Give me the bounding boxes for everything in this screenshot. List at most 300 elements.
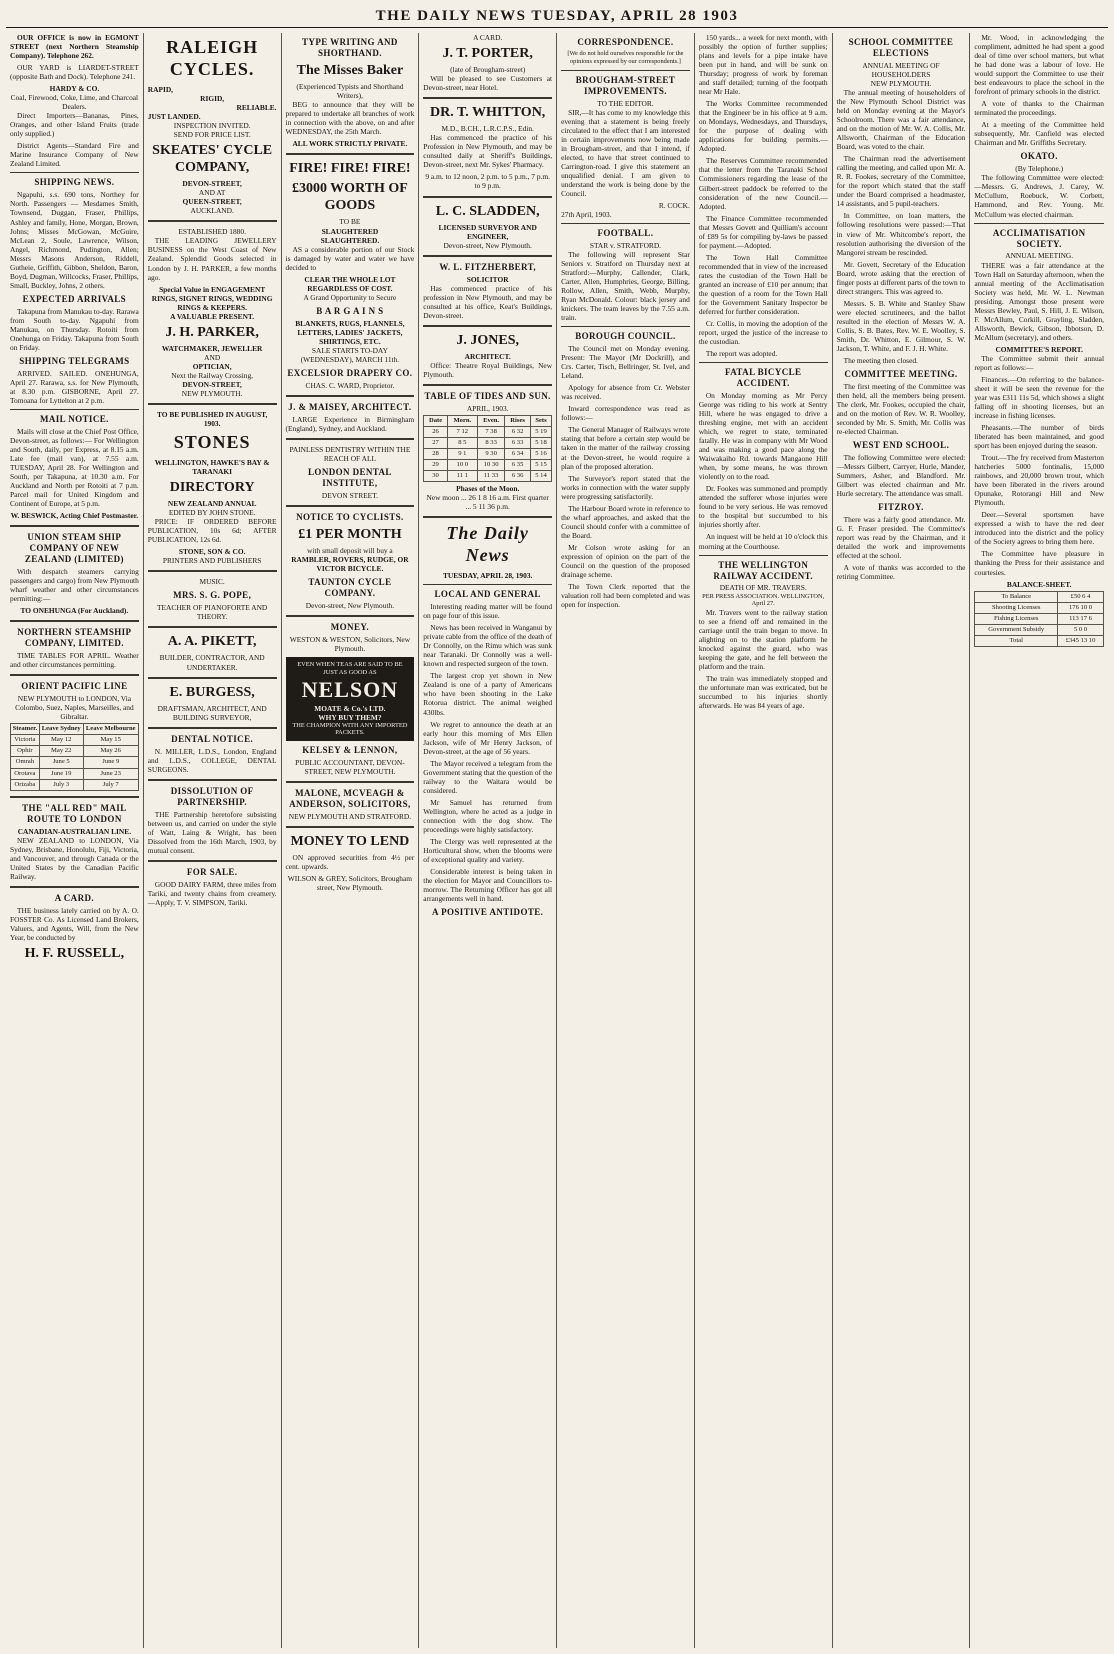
fitzroy-heading: FITZROY. [878, 502, 924, 513]
porter-sub: (late of Brougham-street) [450, 65, 526, 75]
moon-text: New moon ... 26 1 8 16 a.m. First quarter ... 5 11 36 p.m. [426, 493, 549, 512]
westend-text: The following Committee were elected:—Messrs Gilbert, Carryer, Hurle, Mander, Summers, Asher, and Blandford. Mr. Gilbert was elected chairman and Mr. Hurle secretary. The attendance was small. [836, 453, 966, 499]
burgess-trade: DRAFTSMAN, ARCHITECT, AND BUILDING SURVEYOR, [157, 703, 267, 722]
orient-header-cell: Steamer. [11, 724, 40, 735]
orient-row [11, 757, 139, 768]
columns [6, 33, 1108, 1648]
tides-cell: 30 [424, 471, 447, 482]
divider [286, 153, 415, 155]
fire-sale: SALE STARTS TO-DAY (WEDNESDAY), MARCH 11th. [300, 345, 400, 364]
raleigh-rigid: RIGID, [200, 93, 225, 103]
tides-cell: 10 30 [477, 460, 504, 471]
divider [10, 674, 139, 676]
tides-cell: 9 30 [477, 449, 504, 460]
orient-cell: May 15 [83, 735, 138, 746]
divider [423, 516, 552, 518]
column-4 [419, 33, 557, 1648]
tides-header-cell: Date [424, 415, 447, 426]
school-p3: In Committee, on loan matters, the following resolutions were passed:—That in view of Mr. Whitcombe's report, the resolution authorising the diversion of the Mangorei stream be rescinded. [836, 211, 966, 257]
wood-p2: A vote of thanks to the Chairman terminated the proceedings. [974, 99, 1104, 118]
yards-text: 150 yards... a week for next month, with possibly the option of further supplies; plans and levels for a pipe intake have been put in hand, and will be sunk on Thursday; progress of work by foreman and staff detailed; turning of the footpath near Mr Hale. [698, 33, 828, 97]
dental-heading: DENTAL NOTICE. [171, 733, 254, 744]
money-lend-text: ON approved securities from 4½ per cent. upwards. [285, 853, 415, 872]
acclimatisation-text: THERE was a fair attendance at the Town Hall on Saturday afternoon, when the annual meeting of the Acclimatisation Society was held, Mr. W. L. Newman presiding. Amongst those present were Messrs Bewley, Paul, S. Hill, J. E. Wilson, F. McAllum, Corkill, Grayling, Sladden, Allsworth, Bewick, Gibson, Ibbotson, D. McAllum (secretary), and others. [974, 260, 1104, 342]
daily-news-title: The Daily News [446, 523, 529, 566]
divider [148, 403, 277, 405]
orient-cell: June 19 [39, 768, 83, 779]
local-p6: Mr Samuel has returned from Wellington, where he acted as a judge in connection with the dog show. The proceedings were highly satisfactory. [423, 797, 553, 834]
sladden-trade: LICENSED SURVEYOR AND ENGINEER, [438, 222, 537, 241]
tides-row [424, 427, 552, 438]
works-p5: Cr. Collis, in moving the adoption of the report, urged the justice of the increase to the custodian. [698, 318, 828, 346]
balance-cell: Shooting Licenses [975, 602, 1058, 613]
correspondence-heading: CORRESPONDENCE. [577, 37, 674, 47]
whitton-text: Has commenced the practice of his Profession in New Plymouth, and may be consulted daily at Sheriff's Buildings, Devon-street, next Mr. Sykes' Pharmacy. [423, 133, 553, 170]
works-p1: The Works Committee recommended that the Engineer be in his office at 9 a.m. on Mondays, Wednesdays, and Thursdays, for the purpose of dealing with applications for building permits.—Adopted. [698, 99, 828, 154]
skeates-addr1: DEVON-STREET, [182, 179, 242, 189]
union-heading: UNION STEAM SHIP COMPANY OF NEW ZEALAND (LIMITED) [24, 532, 124, 565]
correspondence-date: 27th April, 1903. [561, 209, 612, 219]
tides-header-cell: Even. [477, 415, 504, 426]
fire-slaughtered-2: SLAUGHTERED. [320, 235, 380, 245]
divider [699, 555, 828, 556]
stones-price: PRICE: IF ORDERED BEFORE PUBLICATION, 10s 6d; AFTER PUBLICATION, 12s 6d. [147, 517, 277, 545]
shipping-text: Ngapuhi, s.s. 690 tons, Northey for North. Passengers — Mesdames Smith, Townsend, Duggan, Fraser, Phillips, Ashley and family, Hone, Morgan, Brown, Johns; Misses McGowan, McGuire, McLean 2, Soule, Lawrence, Wilson, Angel, Richmond, Pudington, Allen; Messrs Masons Anderson, Riddell, Gutheie, Griffith, Gibbon, Sheldon, Baron, Boyd, Dugman, Willcocks, Fraser, Phillips, Small, Buckley, Johns, 2 others. [10, 190, 139, 290]
fitzroy-p2: A vote of thanks was accorded to the retiring Committee. [836, 563, 966, 582]
fitzherbert-trade: SOLICITOR [466, 274, 509, 284]
tides-month: APRIL, 1903. [466, 403, 509, 413]
dental-inst: LONDON DENTAL INSTITUTE, [308, 466, 392, 488]
fitzherbert-name: W. L. FITZHERBERT, [439, 261, 537, 272]
local-p3: The largest crop yet shown in New Zealand is one of a party of Americans who have been shooting in the Lake Rotorua district. The animal weighed 430lbs. [423, 671, 553, 717]
school-p2: The Chairman read the advertisement calling the meeting, and called upon Mr. A. R. R. Fookes, secretary of the Committee, for the report which stated that the staff under the Board comprised a headmaster, 14 assistants, and 5 pupil-teachers. [836, 154, 966, 209]
divider [423, 584, 552, 585]
divider [699, 362, 828, 363]
cyclists-heading: NOTICE TO CYCLISTS. [296, 511, 404, 522]
correspondence-sign: R. COCK. [658, 200, 690, 210]
balance-row [975, 591, 1104, 602]
school-p6: The meeting then closed. [843, 355, 918, 365]
football-text: The following will represent Star Seniors v. Stratford on Thursday next at Stratford:—Murphy, Callender, Clark, Carter, Allen, Humphries, George, Billing, Rollow, Allen, Smith, Webb, Murphy, Ryan McDonald. Colour: black jersey and knickers. The team leaves by the 7.55 a.m. train. [561, 249, 690, 323]
okato-heading: OKATO. [1020, 151, 1058, 162]
jones-name: J. JONES, [456, 332, 519, 348]
report-p1: Finances.—On referring to the balance-sheet it will be seen the revenue for the year was £311 11s 5d, which shows a slight falling off in shooting licenses, but an increase in fishing licenses. [974, 374, 1104, 420]
fire-amount: £3000 WORTH OF GOODS [291, 181, 408, 214]
stones-printers: PRINTERS AND PUBLISHERS [162, 556, 262, 566]
tides-cell: 6 35 [505, 460, 531, 471]
divider [286, 438, 415, 440]
works-p3: The Finance Committee recommended that Messrs Govett and Quilliam's account of £89 5s for compiling by-laws be passed for payment.—Adopted. [698, 213, 828, 250]
orient-cell: July 3 [39, 779, 83, 790]
antidote-heading: A POSITIVE ANTIDOTE. [432, 907, 544, 918]
tides-cell: 8 5 [447, 438, 477, 449]
parker-optician: OPTICIAN, [192, 361, 232, 371]
balance-row [975, 624, 1104, 635]
tides-cell: 5 18 [530, 438, 551, 449]
column-2 [144, 33, 282, 1648]
maisey-text: LARGE Experience in Birmingham (England), Sydney, and Auckland. [285, 414, 415, 433]
established: ESTABLISHED 1880. [178, 227, 246, 237]
column-3 [282, 33, 420, 1648]
raleigh-title: RALEIGH CYCLES. [166, 37, 259, 79]
railway-heading: THE WELLINGTON RAILWAY ACCIDENT. [713, 559, 814, 581]
nelson-tea-ad [286, 657, 415, 741]
railway-sub: DEATH OF MR. TRAVERS. [719, 583, 807, 593]
stones-pub: TO BE PUBLISHED IN AUGUST, 1903. [156, 409, 268, 428]
tides-cell: 6 33 [505, 438, 531, 449]
cyclists-brands: RAMBLER, ROVERS, RUDGE, OR VICTOR BICYCLE. [291, 555, 409, 574]
borough-p7: Mr Colson wrote asking for an expression of opinion on the part of the Council on the question of the proposed drainage scheme. [561, 542, 690, 579]
committee-text: The first meeting of the Committee was then held, all the members being present. The clerk, Mr. Fookes, occupied the chair, and on the motion of Rev. W. R. Woolley, seconded by Mr. S. Smith, Mr. Collis was re-elected Chairman. [836, 381, 966, 437]
yard-notice: OUR YARD is LIARDET-STREET (opposite Bath and Dock). Telephone 241. [10, 63, 139, 82]
tides-cell: 8 33 [477, 438, 504, 449]
balance-row [975, 613, 1104, 624]
balance-cell: Fishing Licenses [975, 613, 1058, 624]
tides-cell: 7 12 [447, 427, 477, 438]
local-p7: The Clergy was well represented at the Horticultural show, when the blooms were of exceptional quality and variety. [423, 836, 553, 864]
divider [423, 384, 552, 386]
orient-cell: May 26 [83, 746, 138, 757]
school-text: The annual meeting of householders of the New Plymouth School District was held on Monday evening at the Mayor's Schoolroom. There was a fair attendance, and on the motion of Mr. W. A. Collis, Mr. Allsworth, Chairman of the Education Board, was voted to the chair. [836, 88, 966, 152]
orient-cell: Ophir [11, 746, 40, 757]
correspondence-note: [We do not hold ourselves responsible for the opinions expressed by our correspondents.] [567, 49, 684, 65]
tides-cell: 28 [424, 449, 447, 460]
orient-header-cell: Leave Melbourne [83, 724, 138, 735]
divider [423, 97, 552, 99]
moon-heading: Phases of the Moon. [456, 484, 520, 494]
divider [148, 727, 277, 729]
office-notice: OUR OFFICE is now in EGMONT STREET (next Northern Steamship Company). Telephone 262. [10, 33, 139, 61]
balance-cell: £50 6 4 [1058, 591, 1104, 602]
tides-row [424, 438, 552, 449]
fire-grand: A Grand Opportunity to Secure [303, 292, 397, 302]
tides-cell: 10 0 [447, 460, 477, 471]
pikett-trade: BUILDER, CONTRACTOR, AND UNDERTAKER. [159, 653, 265, 672]
fatal-text: On Monday morning as Mr Percy George was riding to his work at Sentry Hill, where he was engaged to drive a threshing engine, met with an accident which, we regret to state, terminated fatally. He was in company with Mr Wood and was making a good pace along the Waiwakaiho Rd. towards Mangaone Hill when, by some means, he was thrown violently on to the road. [698, 391, 828, 482]
tides-cell: 6 32 [505, 427, 531, 438]
music-head: MUSIC. [199, 577, 225, 587]
railway-assoc: PER PRESS ASSOCIATION. WELLINGTON, April 27. [702, 592, 825, 608]
mail-heading: MAIL NOTICE. [39, 413, 109, 424]
column-8 [970, 33, 1108, 1648]
tides-header-cell: Rises [505, 415, 531, 426]
divider [148, 570, 277, 572]
works-p6: The report was adopted. [705, 349, 778, 359]
fire-text: AS a considerable portion of our Stock is damaged by water and water we have decided to [285, 244, 415, 272]
shipping-heading: SHIPPING NEWS. [34, 177, 115, 188]
borough-p8: The Town Clerk reported that the valuation roll had been completed and was open for inspection. [561, 581, 690, 609]
tides-header-cell: Morn. [447, 415, 477, 426]
nelson-brand: NELSON [301, 676, 399, 702]
whitton-quals: M.D., B.CH., L.R.C.P.S., Edin. [441, 124, 534, 134]
borough-heading: BOROUGH COUNCIL. [575, 331, 676, 342]
money-lend: MONEY TO LEND [290, 834, 410, 850]
fatal-heading: FATAL BICYCLE ACCIDENT. [724, 367, 802, 389]
divider [423, 325, 552, 327]
music-text: TEACHER OF PIANOFORTE AND THEORY. [157, 603, 268, 622]
fire-bargains: B A R G A I N S [316, 305, 384, 316]
stones-sub: WELLINGTON, HAWKE'S BAY & TARANAKI [154, 457, 270, 476]
malone-name: MALONE, MCVEAGH & ANDERSON, SOLICITORS, [289, 788, 411, 810]
direct-importers: Direct Importers—Bananas, Pines, Oranges, and other Island Fruits (trade only supplied.) [10, 111, 139, 139]
divider [10, 886, 139, 888]
nelson-ask: WHY BUY THEM? [318, 712, 382, 722]
whitton-name: DR. T. WHITTON, [430, 105, 546, 121]
northern-heading: NORTHERN STEAMSHIP COMPANY, LIMITED. [17, 627, 132, 649]
divider [974, 223, 1104, 224]
parker-next: Next the Railway Crossing, [171, 370, 253, 380]
allred-sub: CANADIAN-AUSTRALIAN LINE. [17, 826, 132, 836]
fire-be: TO BE [339, 217, 361, 227]
taunton-addr: Devon-street, New Plymouth. [305, 601, 395, 611]
district-agents: District Agents—Standard Fire and Marine Insurance Company of New Zealand Limited. [10, 141, 139, 169]
sladden-addr: Devon-street, New Plymouth. [443, 240, 532, 250]
borough-p3: Inward correspondence was read as follows:— [561, 404, 690, 423]
hardy-sign: HARDY & CO. [49, 84, 100, 94]
column-1 [6, 33, 144, 1648]
tides-cell: 11 1 [447, 471, 477, 482]
works-p2: The Reserves Committee recommended that the letter from the Taranaki School Commissioners regarding the lease of the Gilbert-street paddock be referred to the consideration of the new Council.—Adopted. [698, 156, 828, 211]
card-heading: A CARD. [54, 892, 95, 903]
card-sign: H. F. RUSSELL, [24, 945, 125, 961]
jeweller-special: Special Value in ENGAGEMENT RINGS, SIGNET RINGS, WEDDING RINGS & KEEPERS. [151, 284, 273, 312]
column-6 [695, 33, 833, 1648]
money-name: WESTON & WESTON, Solicitors, New Plymouth. [289, 635, 411, 654]
expected-text: Takapuna from Manukau to-day. Rarawa from South to-day. Ngapuhi from Manukau, on Thursday. Rotoiti from Onehunga on Friday. Takapuna from South on Friday. [10, 306, 139, 352]
orient-cell: May 12 [39, 735, 83, 746]
sladden-name: L. C. SLADDEN, [435, 203, 540, 219]
divider [148, 779, 277, 781]
school-place: NEW PLYMOUTH. [870, 79, 932, 88]
baker-sub: (Experienced Typists and Shorthand Writers), [296, 82, 404, 101]
local-heading: LOCAL AND GENERAL [434, 589, 541, 600]
fire-clear: CLEAR THE WHOLE LOT REGARDLESS OF COST. [304, 274, 396, 293]
orient-cell: June 23 [83, 768, 138, 779]
school-p4: Mr. Govett, Secretary of the Education Board, wrote asking that the erection of finger posts at different parts of the town to direct strangers. This was agreed to. [836, 259, 966, 296]
report-p2: Pheasants.—The number of birds liberated has been maintained, and good sport has been enjoyed during the season. [974, 423, 1104, 451]
fitzherbert-text: Has commenced practice of his profession in New Plymouth, and may be consulted at his office, Keat's Buildings, Devon-street. [423, 283, 553, 320]
divider [286, 395, 415, 397]
orient-cell: Victoria [11, 735, 40, 746]
stones-nz: NEW ZEALAND ANNUAL [167, 499, 257, 509]
acclimatisation-sub: ANNUAL MEETING. [1005, 251, 1074, 261]
taunton-heading: TAUNTON CYCLE COMPANY. [308, 577, 392, 599]
tides-heading: TABLE OF TIDES AND SUN. [424, 390, 551, 401]
orient-row [11, 779, 139, 790]
allred-heading: THE "ALL RED" MAIL ROUTE TO LONDON [22, 802, 127, 824]
parker-and: AND [204, 352, 221, 362]
balance-row [975, 635, 1104, 646]
skeates-addr4: AUCKLAND. [190, 206, 234, 216]
dental-name: N. MILLER, L.D.S., London, England and L.D.S., COLLEGE, DENTAL SURGEONS. [147, 746, 277, 774]
balance-cell: Government Subsidy [975, 624, 1058, 635]
tides-cell: 26 [424, 427, 447, 438]
burgess-name: E. BURGESS, [169, 684, 255, 700]
excelsior-name: CHAS. C. WARD, Proprietor. [305, 380, 395, 390]
fire-heading: FIRE! FIRE! FIRE! [289, 161, 411, 177]
school-p5: Messrs. S. B. White and Stanley Shaw were elected scrutineers, and the ballot resulted in the election of Messrs W. A. Collis, S. B. Bates, Rev. W. E. Woolley, S. Smith, Dr. Whitton, E. Gilmour, S. W. Jackson, T. White, and F. J. H. White. [836, 298, 966, 353]
divider [10, 172, 139, 173]
local-p5: The Mayor received a telegram from the Government stating that the question of the railway to the Waitara would be considered. [423, 758, 553, 795]
orient-row [11, 768, 139, 779]
jones-trade: ARCHITECT. [464, 351, 511, 361]
allred-text: NEW ZEALAND to LONDON, Via Sydney, Brisbane, Honolulu, Fiji, Victoria, and Vancouver, and through Canada or the United States by the Canadian Pacific Railway. [10, 835, 139, 881]
divider [423, 255, 552, 257]
coal-dealers: Coal, Firewood, Coke, Lime, and Charcoal Dealers. [10, 93, 139, 112]
dental-inst-sub: PAINLESS DENTISTRY WITHIN THE REACH OF ALL [289, 444, 411, 463]
divider [10, 409, 139, 410]
wood-text: Mr. Wood, in acknowledging the compliment, admitted he had spent a good deal of time over school matters, but what he had done was a labour of love. He would support the Committee to use their best endeavours to place the school in the forefront of primary schools in the district. [974, 33, 1104, 97]
local-p1: Interesting reading matter will be found on page four of this issue. [423, 602, 553, 621]
divider [10, 525, 139, 527]
kelsey-name: KELSEY & LENNON, [302, 745, 398, 756]
correspondence-text: SIR,—It has come to my knowledge this evening that a statement is being freely circulated to the effect that I am interested in certain improvements now being made in Brougham-street, and that I intend, if elected, to have that street continued to Carrington-road. I give this statement an unqualified denial. I am given to understand the work is being done by the Council. [561, 107, 690, 198]
local-p4: We regret to announce the death at an early hour this morning of Mrs Ellen Jackson, wife of Mr Henry Jackson, of Devon-street, at the age of 56 years. [423, 719, 553, 756]
okato-sub: (By Telephone.) [1015, 164, 1064, 174]
porter-name: J. T. PORTER, [442, 46, 533, 62]
porter-text: Will be pleased to see Customers at Devon-street, near Hotel. [423, 74, 553, 93]
divider [286, 505, 415, 507]
orient-row [11, 746, 139, 757]
balance-cell: To Balance [975, 591, 1058, 602]
mail-sign: W. BESWICK, Acting Chief Postmaster. [10, 511, 139, 521]
wood-p3: At a meeting of the Committee held subsequently, Mr. Canfield was elected Chairman and Mr. Griffiths Secretary. [974, 120, 1104, 148]
balance-heading: BALANCE-SHEET. [1006, 579, 1072, 589]
committee-heading: COMMITTEE MEETING. [844, 368, 958, 379]
raleigh-landed: JUST LANDED. [147, 112, 201, 121]
cyclists-text: with small deposit will buy a [307, 545, 393, 555]
divider [148, 626, 277, 628]
jeweller-text: THE LEADING JEWELLERY BUSINESS on the West Coast of New Zealand. Splendid Goods selected in London by J. H. PARKER, a few months ago. [147, 236, 277, 282]
fitzroy-text: There was a fairly good attendance. Mr. G. F. Fraser presided. The Committee's report was read by the Chairman, and it detailed the work and improvements effected at the school. [836, 515, 966, 561]
orient-heading: ORIENT PACIFIC LINE [21, 681, 128, 692]
football-heading: FOOTBALL. [597, 227, 654, 238]
balance-row [975, 602, 1104, 613]
divider [286, 781, 415, 783]
tides-cell: 5 16 [530, 449, 551, 460]
orient-text: NEW PLYMOUTH to LONDON, Via Colombo, Suez, Naples, Marseilles, and Gibraltar. [15, 694, 134, 722]
fatal-p3: An inquest will be held at 10 o'clock this morning at the Courthouse. [698, 532, 828, 551]
nelson-line: EVEN WHEN TEAS ARE SAID TO BE JUST AS GOOD AS [297, 661, 403, 676]
borough-p5: The Surveyor's report stated that the works in connection with the water supply were progressing satisfactorily. [561, 473, 690, 501]
acclimatisation-heading: ACCLIMATISATION SOCIETY. [992, 227, 1086, 249]
daily-news-date: TUESDAY, APRIL 28, 1903. [442, 571, 533, 581]
parker-trade: WATCHMAKER, JEWELLER [161, 343, 263, 353]
balance-cell: 176 10 0 [1058, 602, 1104, 613]
football-sub: STAR v. STRATFORD. [589, 240, 662, 250]
fire-items: BLANKETS, RUGS, FLANNELS, LETTERS, LADIES' JACKETS, SHIRTINGS, ETC. [295, 318, 405, 346]
fatal-p2: Dr. Fookes was summoned and promptly attended the sufferer whose injuries were found to be very serious. He was removed to the hospital but succumbed to his injuries shortly after. [698, 484, 828, 530]
tides-cell: 5 19 [530, 427, 551, 438]
music-name: MRS. S. G. POPE, [173, 590, 252, 601]
masthead: THE DAILY NEWS TUESDAY, APRIL 28 1903 [6, 6, 1108, 28]
northern-text: TIME TABLES FOR APRIL. Weather and other circumstances permitting. [10, 651, 139, 670]
local-p2: News has been received in Wanganui by private cable from the office of the death of Dr Connolly, on the Rimu which was sunk near Taranaki. Dr Connolly was a well-known and respected surgeon of the town. [423, 623, 553, 669]
divider [10, 620, 139, 622]
union-route: TO ONEHUNGA (For Auckland). [20, 606, 129, 616]
mail-text: Mails will close at the Chief Post Office, Devon-street, as follows:— For Wellington and South, daily, per Express, at 8.15 a.m. Late fee (mail van), at 7.55 a.m. TUESDAY, April 28. For Wellington and South, per Takapuna, at 10.30 a.m. For Auckland and North per Rotoiti at 7 p.m. Parcel mail for United Kingdom and Continent of Europe, at 5 p.m. [10, 426, 139, 509]
tides-row [424, 449, 552, 460]
orient-header-cell: Leave Sydney [39, 724, 83, 735]
report-p3: Trout.—The fry received from Masterton hatcheries 5000 fontinalis, 15,000 rainbows, and 20,000 brown trout, which have been liberated in the rivers around Opunake, Rotorangi Hill and New Plymouth. [974, 453, 1104, 508]
divider [561, 70, 690, 71]
telegram-heading: SHIPPING TELEGRAMS [19, 355, 130, 366]
newspaper-page [6, 6, 1108, 1648]
stones-dir: DIRECTORY [169, 480, 255, 496]
union-text: With despatch steamers carrying passengers and cargo) from New Plymouth wharf weather and other circumstances permitting:— [10, 567, 139, 604]
expected-heading: EXPECTED ARRIVALS [22, 293, 127, 304]
dental-inst-addr: DEVON STREET. [321, 490, 378, 500]
money-lend-firm: WILSON & GREY, Solicitors, Brougham street, New Plymouth. [287, 874, 413, 893]
tides-row [424, 460, 552, 471]
typewriting-heading: TYPE WRITING AND SHORTHAND. [302, 37, 398, 58]
kelsey-trade: PUBLIC ACCOUNTANT, DEVON-STREET, NEW PLYMOUTH. [295, 758, 405, 777]
pikett-name: A. A. PIKETT, [167, 634, 257, 650]
orient-cell: Omrah [11, 757, 40, 768]
raleigh-rapid: RAPID, [147, 84, 174, 94]
cyclists-offer: £1 PER MONTH [298, 526, 402, 542]
railway-p2: The train was immediately stopped and the unfortunate man was extricated, but he succumbed to his injuries shortly afterwards. He was 84 years of age. [698, 674, 828, 711]
divider [148, 220, 277, 222]
sale-text: GOOD DAIRY FARM, three miles from Tariki, and twenty chains from creamery.—Apply, T. V. SIMPSON, Tariki. [147, 879, 277, 907]
tides-cell: 6 34 [505, 449, 531, 460]
orient-cell: Orizaba [11, 779, 40, 790]
report-p5: The Committee have pleasure in thanking the Press for their assistance and courtesies. [974, 549, 1104, 577]
baker-text: BEG to announce that they will be prepared to undertake all branches of work in connection with the above, on and after WEDNESDAY, the 25th March. [285, 100, 415, 137]
fire-slaughtered: SLAUGHTERED [321, 226, 379, 236]
divider [423, 196, 552, 198]
balance-cell: Total [975, 635, 1058, 646]
whitton-hours: 9 a.m. to 12 noon, 2 p.m. to 5 p.m., 7 p.m. to 9 p.m. [425, 172, 550, 191]
tides-table [423, 415, 552, 482]
sale-heading: FOR SALE. [186, 866, 238, 877]
orient-cell: May 22 [39, 746, 83, 757]
tides-cell: 9 1 [447, 449, 477, 460]
borough-p4: The General Manager of Railways wrote stating that before a certain step would be taken in the matter of the railway crossing at the Devon-street, he would require a plan of the proposed alteration. [561, 425, 690, 471]
parker-town: NEW PLYMOUTH. [181, 388, 243, 398]
raleigh-price: SEND FOR PRICE LIST. [173, 130, 251, 140]
correspondence-sub: BROUGHAM-STREET IMPROVEMENTS. [575, 74, 676, 96]
divider [148, 677, 277, 679]
orient-cell: June 9 [83, 757, 138, 768]
tides-cell: 6 36 [505, 471, 531, 482]
orient-cell: Orotava [11, 768, 40, 779]
card-text: THE business lately carried on by A. O. FOSSTER Co. As Licensed Land Brokers, Valuers, and Agents, Will, from the New Year, be conducted by [10, 905, 139, 942]
stones-editor: EDITED BY JOHN STONE. [168, 508, 256, 518]
malone-addr: NEW PLYMOUTH AND STRATFORD. [288, 812, 412, 822]
correspondence-to: TO THE EDITOR. [597, 98, 654, 108]
skeates-addr2: AND AT [198, 188, 226, 198]
divider [561, 326, 690, 327]
report-heading: COMMITTEE'S REPORT. [995, 344, 1083, 354]
okato-text: The following Committee were elected:—Messrs. G. Andrews, J. Carey, W. McCullum, Roebuck, W. Corbett, Hammond, and Rev. Young. Mr. McCullum was elected chairman. [974, 173, 1104, 219]
baker-title: The Misses Baker [296, 62, 404, 78]
orient-table [10, 723, 139, 790]
divider [10, 796, 139, 798]
raleigh-invited: INSPECTION INVITED. [173, 121, 251, 131]
works-p4: The Town Hall Committee recommended that in view of the increased rates the custodian of the Town Hall be granted an increase of £10 per annum; that the question of a room for the Town Hall for the Government Sanitary Inspector be deferred for further consideration. [698, 252, 828, 316]
tides-cell: 11 33 [477, 471, 504, 482]
tides-cell: 27 [424, 438, 447, 449]
balance-cell: £345 13 10 [1058, 635, 1104, 646]
parker-name: J. H. PARKER, [165, 324, 259, 340]
tides-header-cell: Sets [530, 415, 551, 426]
jeweller-present: A VALUABLE PRESENT. [170, 311, 255, 321]
parker-street: DEVON-STREET, [182, 379, 242, 389]
tides-cell: 7 38 [477, 427, 504, 438]
tides-cell: 5 15 [530, 460, 551, 471]
orient-row [11, 735, 139, 746]
